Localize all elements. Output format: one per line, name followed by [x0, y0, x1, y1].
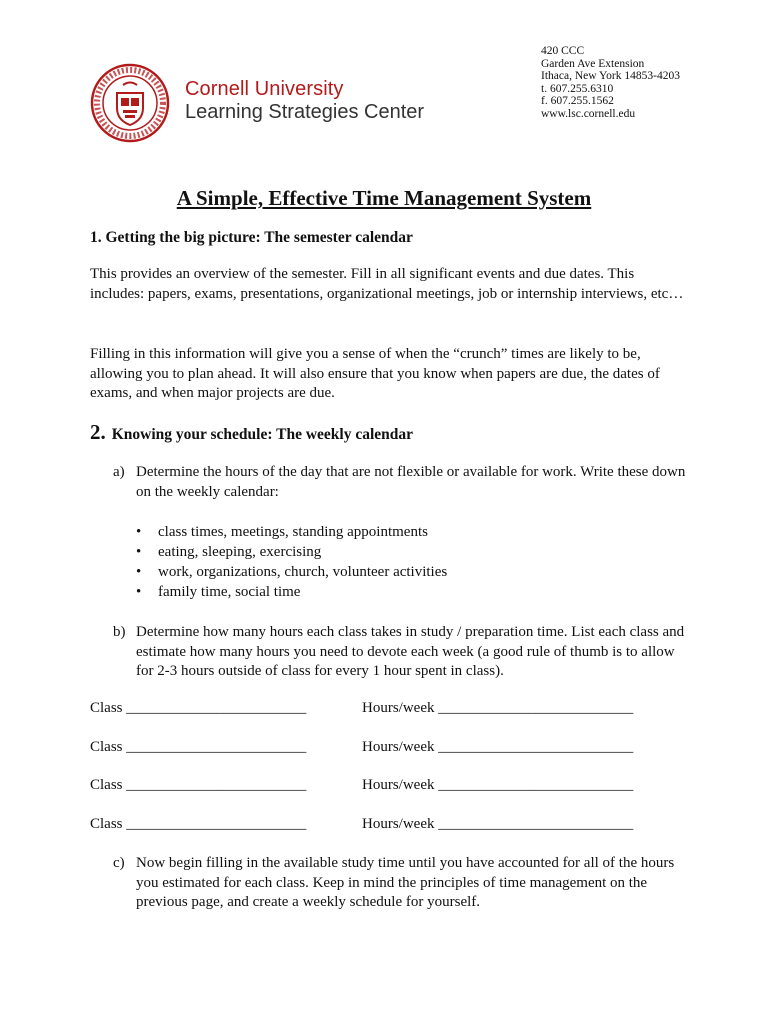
class-hours-row — [90, 700, 634, 717]
step-c — [113, 854, 693, 913]
address-line: f. 607.255.1562 — [541, 95, 614, 108]
class-blank[interactable]: Class ________________________ — [90, 739, 307, 755]
class-hours-row — [90, 777, 634, 794]
address-line: Garden Ave Extension — [541, 57, 645, 70]
step-b-text: Determine how many hours each class takes in study / preparation time. List each class and estimate how many hours you need to devote each week (a good rule of thumb is to allow for 2-3 hours outside of class for every 1 hour spent in class). — [136, 624, 685, 679]
address-line: 420 CCC — [541, 45, 585, 57]
section-1-heading: 1. Getting the big picture: The semester calendar — [90, 229, 413, 246]
commitments-list — [136, 522, 447, 602]
hours-week-blank[interactable]: Hours/week __________________________ — [362, 739, 634, 755]
hours-week-blank[interactable]: Hours/week __________________________ — [362, 816, 634, 832]
list-item: • family time, social time — [136, 582, 447, 602]
section-2-number: 2. — [90, 420, 106, 444]
university-name: Cornell University — [185, 78, 344, 100]
section-1-paragraph-1: This provides an overview of the semester. Fill in all significant events and due dates. This includes: papers, exams, presentations, organizational meetings, job or internship interviews, etc… — [90, 266, 684, 302]
hours-week-blank[interactable]: Hours/week __________________________ — [362, 777, 634, 793]
list-item: • work, organizations, church, volunteer activities — [136, 562, 447, 582]
document-title: A Simple, Effective Time Management System — [176, 186, 592, 210]
list-item: • eating, sleeping, exercising — [136, 542, 447, 562]
section-1-paragraph-2: Filling in this information will give you a sense of when the “crunch” times are likely to be, allowing you to plan ahead. It will also ensure that you know when papers are due, the dates of exams, and when major projects are due. — [90, 346, 660, 401]
section-2-heading — [90, 420, 413, 445]
step-a-label: a) — [113, 464, 125, 480]
cornell-seal-logo — [90, 63, 170, 143]
list-item: • class times, meetings, standing appointments — [136, 522, 447, 542]
class-blank[interactable]: Class ________________________ — [90, 816, 307, 832]
class-blank[interactable]: Class ________________________ — [90, 777, 307, 793]
address-line: Ithaca, New York 14853-4203 — [541, 70, 680, 83]
step-a — [113, 463, 693, 502]
address-line: t. 607.255.6310 — [541, 82, 614, 95]
hours-week-blank[interactable]: Hours/week __________________________ — [362, 700, 634, 716]
section-2-title: Knowing your schedule: The weekly calendar — [111, 426, 414, 443]
address-block — [541, 45, 680, 121]
step-c-label: c) — [113, 855, 125, 871]
step-b-label: b) — [113, 624, 126, 640]
class-blank[interactable]: Class ________________________ — [90, 700, 307, 716]
website-link[interactable]: www.lsc.cornell.edu — [541, 107, 636, 120]
step-a-text: Determine the hours of the day that are not flexible or available for work. Write these down on the weekly calendar: — [136, 464, 686, 500]
class-hours-row — [90, 816, 634, 833]
step-b — [113, 623, 693, 682]
class-hours-row — [90, 739, 634, 756]
university-brand — [185, 79, 424, 123]
center-name: Learning Strategies Center — [185, 101, 425, 123]
step-c-text: Now begin filling in the available study time until you have accounted for all of the hours you estimated for each class. Keep in mind the principles of time management on the previous page, and create a weekly schedule for yourself. — [136, 855, 675, 910]
